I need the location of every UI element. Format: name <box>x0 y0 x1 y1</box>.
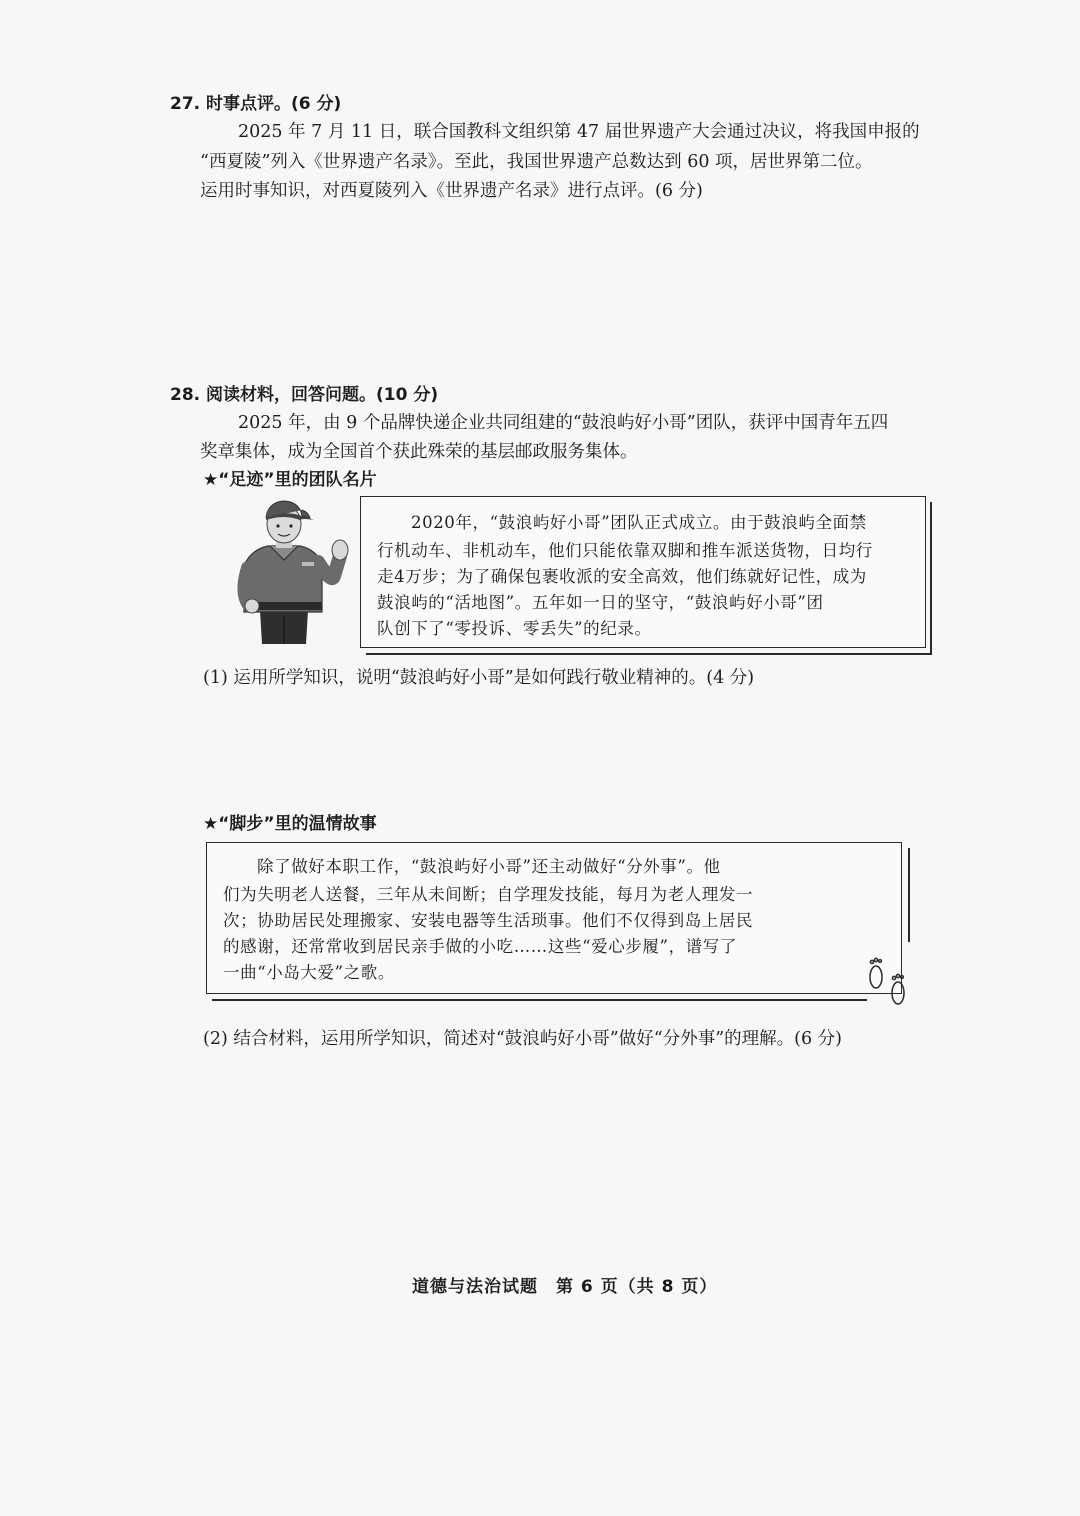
q27-title: 27. 时事点评。(6 分) <box>170 94 342 114</box>
page-footer: 道德与法治试题 第 6 页（共 8 页） <box>412 1277 718 1297</box>
box1-shadow-right <box>930 502 932 655</box>
box2-line-2: 们为失明老人送餐，三年从未间断；自学理发技能，每月为老人理发一 <box>223 885 754 904</box>
box1-team-profile <box>360 496 926 648</box>
box1-shadow-bottom <box>366 653 931 655</box>
q27-paragraph-line-1: 2025 年 7 月 11 日，联合国教科文组织第 47 届世界遗产大会通过决议，将我国申报的 <box>238 122 920 142</box>
box2-line-5: 一曲“小岛大爱”之歌。 <box>223 963 395 982</box>
q28-intro-line-2: 奖章集体，成为全国首个获此殊荣的基层邮政服务集体。 <box>200 442 638 462</box>
box2-line-4: 的感谢，还常常收到居民亲手做的小吃……这些“爱心步履”，谱写了 <box>223 937 737 956</box>
footprints-icon <box>862 955 914 1011</box>
box1-line-5: 队创下了“零投诉、零丢失”的纪录。 <box>377 619 652 638</box>
box2-shadow-bottom <box>212 999 867 1001</box>
q27-prompt: 运用时事知识，对西夏陵列入《世界遗产名录》进行点评。(6 分) <box>200 181 703 201</box>
courier-illustration <box>222 498 350 646</box>
q28-title: 28. 阅读材料，回答问题。(10 分) <box>170 385 439 405</box>
section-heading-footprints: ★“足迹”里的团队名片 <box>203 470 377 490</box>
q28-sub-question-1: (1) 运用所学知识，说明“鼓浪屿好小哥”是如何践行敬业精神的。(4 分) <box>203 668 755 688</box>
box1-line-1: 2020年，“鼓浪屿好小哥”团队正式成立。由于鼓浪屿全面禁 <box>411 513 867 532</box>
box2-line-1: 除了做好本职工作，“鼓浪屿好小哥”还主动做好“分外事”。他 <box>257 857 721 876</box>
box1-line-4: 鼓浪屿的“活地图”。五年如一日的坚守，“鼓浪屿好小哥”团 <box>377 593 824 612</box>
box1-line-3: 走4万步；为了确保包裹收派的安全高效，他们练就好记性，成为 <box>377 567 867 586</box>
box1-line-2: 行机动车、非机动车，他们只能依靠双脚和推车派送货物，日均行 <box>377 541 873 560</box>
q27-paragraph-line-2: “西夏陵”列入《世界遗产名录》。至此，我国世界遗产总数达到 60 项，居世界第二位。 <box>200 152 873 172</box>
q28-intro-line-1: 2025 年，由 9 个品牌快递企业共同组建的“鼓浪屿好小哥”团队，获评中国青年五四 <box>238 413 889 433</box>
section-heading-steps: ★“脚步”里的温情故事 <box>203 814 377 834</box>
box2-shadow-right <box>908 848 910 942</box>
q28-sub-question-2: (2) 结合材料，运用所学知识，简述对“鼓浪屿好小哥”做好“分外事”的理解。(6 分) <box>203 1029 842 1049</box>
box2-warm-stories <box>206 842 902 994</box>
box2-line-3: 次；协助居民处理搬家、安装电器等生活琐事。他们不仅得到岛上居民 <box>223 911 754 930</box>
